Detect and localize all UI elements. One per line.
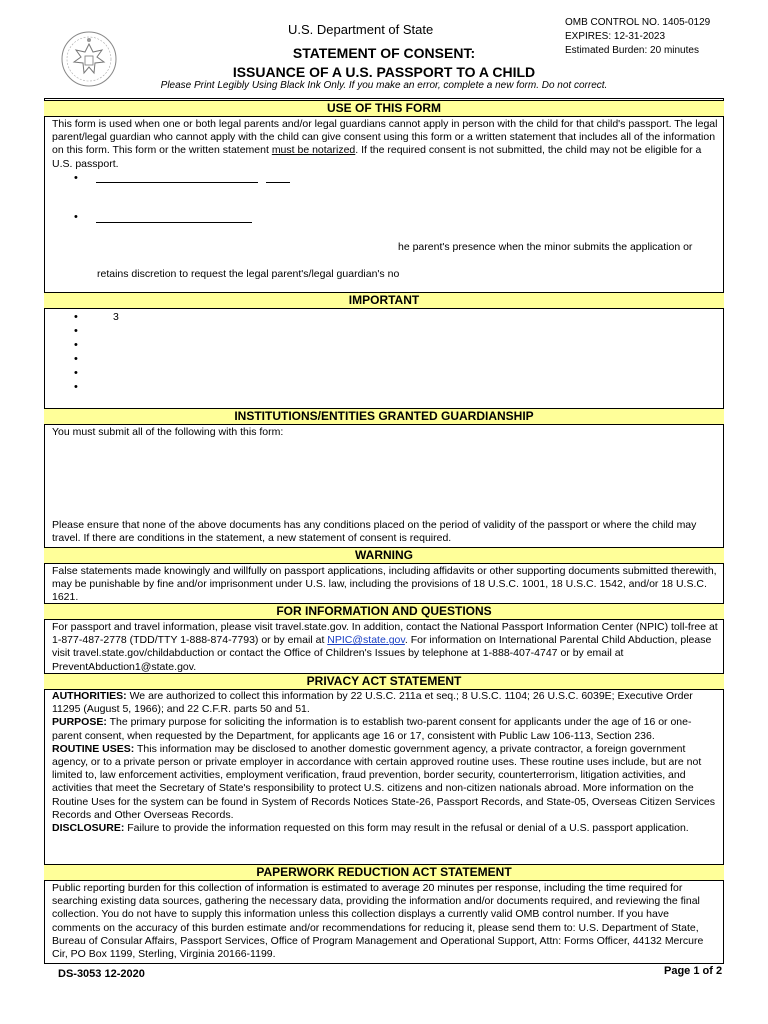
important-item-1: 3 [113,311,119,323]
section-heading-important: IMPORTANT [44,292,724,309]
bullet-marker: • [74,339,78,351]
section-heading-privacy: PRIVACY ACT STATEMENT [44,673,724,690]
bullet-marker: • [74,311,78,323]
info-text-a: For passport and travel information, please visit travel.state.gov. In addition, contact the National Passport Information Center (NPIC) toll-free at 1-877-487-2778 (TDD/TTY 1-888-874-7793) or by email at [52,621,718,647]
privacy-text [52,690,718,835]
npic-email-link[interactable]: NPIC@state.gov [327,634,405,647]
blank-line [96,182,258,183]
info-text [52,621,718,674]
department-name: U.S. Department of State [288,22,434,37]
bullet-marker: • [74,367,78,379]
notarized-emphasis: must be notarized [271,144,356,157]
form-instruction: Please Print Legibly Using Black Ink Only. If you make an error, complete a new form. Do not correct. [160,80,608,91]
use-of-form-paragraph [52,118,718,171]
bullet-marker: • [74,172,78,184]
warning-text: False statements made knowingly and willfully on passport applications, including affidavits or other supporting documents submitted therewith, may be punishable by fine and/or imprisonment under U.S. law, including the provisions of 18 U.S.C. 1001, 18 U.S.C. 1542, and/or 18 U.S.C. 1621. [52,565,717,604]
bullet-marker: • [74,211,78,223]
form-number: DS-3053 12-2020 [58,968,145,980]
authorities-text: We are authorized to collect this information by 22 U.S.C. 211a et seq.; 8 U.S.C. 1104; 26 U.S.C. 6039E; Executive Order 11295 (August 5, 1966); and 22 C.F.R. parts 50 and 51. [52,690,693,716]
routine-text: This information may be disclosed to another domestic government agency, a private contractor, a foreign government agency, or to a private person or private employer in accordance with certain approved routine uses. These routine uses include, but are not limited to, law enforcement activities, employment verification, fraud prevention, border security, counterterrorism, litigation activities, and activities that meet the Secretary of State's responsibility to protect U.S. citizens and non-citizen nationals abroad. More information on the Routine Uses for the system can be found in System of Records Notices State-26, Passport Records, and State-05, Overseas Citizen Services Records and Other Overseas Records. [52,742,715,821]
bullet-marker: • [74,381,78,393]
purpose-label: PURPOSE: [52,716,107,729]
form-title-line2: ISSUANCE OF A U.S. PASSPORT TO A CHILD [232,64,536,80]
privacy-purpose [52,716,718,742]
section-heading-use-of-form: USE OF THIS FORM [44,100,724,117]
purpose-text: The primary purpose for soliciting the information is to establish two-parent consent for applicants under the age of 16 or one-parent consent, when requested by the Department, for applicants age 16 or 17, consistent with Public Law 106-113, Section 236. [52,716,692,742]
section-heading-info: FOR INFORMATION AND QUESTIONS [44,603,724,620]
routine-label: ROUTINE USES: [52,742,135,755]
privacy-routine [52,743,718,822]
disclosure-label: DISCLOSURE: [52,822,125,835]
privacy-authorities [52,690,718,716]
use-of-form-fragment2: retains discretion to request the legal parent's/legal guardian's no [97,268,400,280]
institutions-note: Please ensure that none of the above documents has any conditions placed on the period of validity of the passport or where the child may travel. If there are conditions in the statement, a new statement of consent is required. [52,519,697,545]
page-number: Page 1 of 2 [664,965,723,977]
paperwork-text: Public reporting burden for this collection of information is estimated to average 20 minutes per response, including the time required for searching existing data sources, gathering the necessary data, providing the information and/or documents required, and reviewing the final collection. You do not have to supply this information unless this collection displays a currently valid OMB control number. If you have comments on the accuracy of this burden estimate and/or recommendations for reducing it, please send them to: U.S. Department of State, Bureau of Consular Affairs, Passport Services, Office of Program Management and Operational Support, Attn: Forms Officer, 44132 Mercure Cir, PO Box 1199, Sterling, Virginia 20166-1199. [52,882,704,961]
info-text-b: . For information on International Parental Child Abduction, please visit travel.state.gov/childabduction or contact the Office of Children's Issues by telephone at 1-888-407-4747 or by email at PreventAbduction1@state.gov. [52,634,712,673]
section-heading-institutions: INSTITUTIONS/ENTITIES GRANTED GUARDIANSHIP [44,408,724,425]
section-heading-warning: WARNING [44,547,724,564]
omb-burden: Estimated Burden: 20 minutes [565,45,699,56]
use-of-form-fragment1: he parent's presence when the minor submits the application or [398,241,693,253]
bullet-marker: • [74,325,78,337]
use-of-form-text-a: This form is used when one or both legal parents and/or legal guardians cannot apply in person with the child for that child's passport. The legal parent/legal guardian who cannot apply with the child can give consent using this form or a written statement that includes all of the information on this form. This form or the written statement [52,118,718,157]
blank-line [96,222,252,223]
bullet-marker: • [74,353,78,365]
omb-expires: EXPIRES: 12-31-2023 [565,31,666,42]
authorities-label: AUTHORITIES: [52,690,127,702]
institutions-intro: You must submit all of the following with this form: [52,426,284,438]
use-of-form-text-b: . If the required consent is not submitted, the child may not be eligible for a U.S. passport. [52,144,702,170]
privacy-disclosure [52,822,718,835]
blank-line [266,182,290,183]
section-heading-paperwork: PAPERWORK REDUCTION ACT STATEMENT [44,864,724,881]
omb-control-number: OMB CONTROL NO. 1405-0129 [565,17,711,28]
disclosure-text: Failure to provide the information requested on this form may result in the refusal or denial of a U.S. passport application. [124,822,689,835]
omb-block [565,16,710,58]
form-title-line1: STATEMENT OF CONSENT: [292,45,476,61]
